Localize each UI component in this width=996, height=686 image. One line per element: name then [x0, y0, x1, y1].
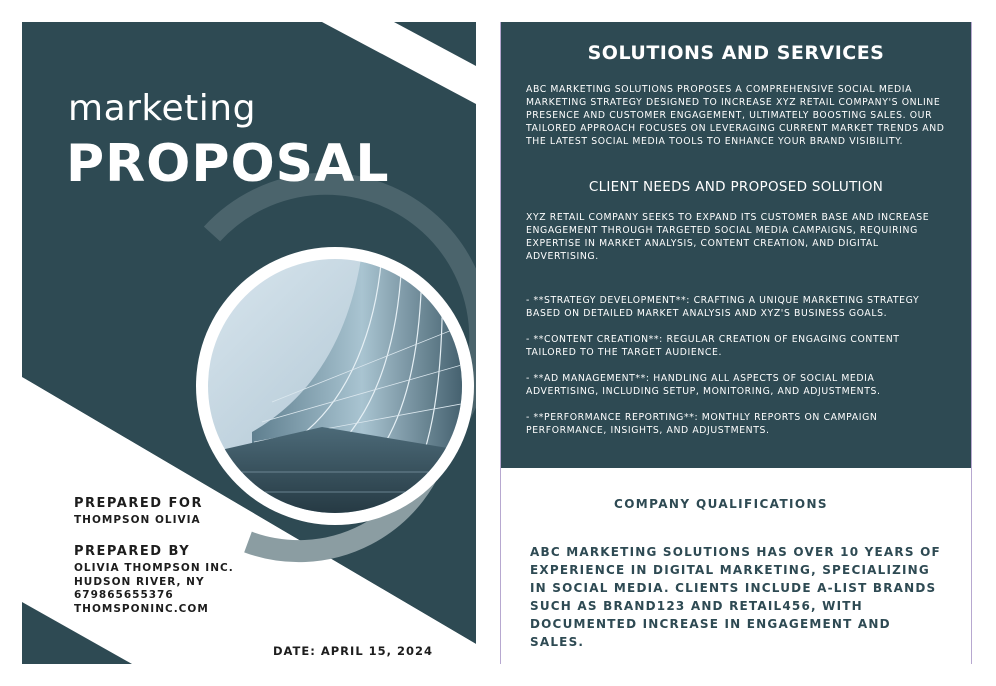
- prepared-by-company: OLIVIA THOMPSON INC.: [74, 562, 234, 574]
- prepared-for-name: THOMPSON OLIVIA: [74, 514, 201, 526]
- services-bullet-list: [526, 294, 946, 450]
- bullet-reporting: - **PERFORMANCE REPORTING**: MONTHLY REPORTS ON CAMPAIGN PERFORMANCE, INSIGHTS, AND ADJUSTMENTS.: [526, 412, 878, 436]
- prepared-for-block: [74, 496, 203, 528]
- services-panel: [501, 22, 971, 468]
- bullet-strategy: - **STRATEGY DEVELOPMENT**: CRAFTING A UNIQUE MARKETING STRATEGY BASED ON DETAILED MARKET ANALYSIS AND XYZ'S BUSINESS GOALS.: [526, 295, 920, 319]
- client-needs-text: XYZ RETAIL COMPANY SEEKS TO EXPAND ITS CUSTOMER BASE AND INCREASE ENGAGEMENT THROUGH TARGETED SOCIAL MEDIA CAMPAIGNS, REQUIRING EXPERTISE IN MARKET ANALYSIS, CONTENT CREATION, AND DIGITAL ADVERTISING.: [526, 212, 930, 262]
- prepared-by-heading: PREPARED BY: [74, 544, 191, 559]
- cover-page: [22, 22, 476, 664]
- prepared-by-website: THOMSPONINC.COM: [74, 602, 209, 615]
- prepared-by-address: HUDSON RIVER, NY: [74, 575, 205, 588]
- services-page: [500, 22, 972, 664]
- cover-title-big: PROPOSAL: [66, 134, 390, 194]
- services-intro: ABC MARKETING SOLUTIONS PROPOSES A COMPREHENSIVE SOCIAL MEDIA MARKETING STRATEGY DESIGNED TO INCREASE XYZ RETAIL COMPANY'S ONLINE PRESENCE AND CUSTOMER ENGAGEMENT, ULTIMATELY BOOSTING SALES. OUR TAILORED APPROACH FOCUSES ON LEVERAGING CURRENT MARKET TRENDS AND THE LATEST SOCIAL MEDIA TOOLS TO ENHANCE YOUR BRAND VISIBILITY.: [526, 84, 945, 147]
- cover-title-small: marketing: [68, 88, 256, 129]
- prepared-by-phone: 679865655376: [74, 589, 174, 601]
- prepared-by-block: [74, 544, 234, 616]
- qualifications-text: ABC MARKETING SOLUTIONS HAS OVER 10 YEARS OF EXPERIENCE IN DIGITAL MARKETING, SPECIALIZING IN SOCIAL MEDIA. CLIENTS INCLUDE A-LIST BRANDS SUCH AS BRAND123 AND RETAIL456, WITH DOCUMENTED INCREASE IN ENGAGEMENT AND SALES.: [530, 545, 941, 649]
- qualifications-title: COMPANY QUALIFICATIONS: [614, 497, 828, 511]
- proposal-date: DATE: APRIL 15, 2024: [273, 644, 434, 658]
- services-title: SOLUTIONS AND SERVICES: [587, 42, 885, 64]
- bullet-content: - **CONTENT CREATION**: REGULAR CREATION OF ENGAGING CONTENT TAILORED TO THE TARGET AUDIENCE.: [526, 334, 900, 358]
- prepared-for-heading: PREPARED FOR: [74, 496, 203, 511]
- client-needs-title: CLIENT NEEDS AND PROPOSED SOLUTION: [588, 179, 884, 195]
- bullet-ads: - **AD MANAGEMENT**: HANDLING ALL ASPECTS OF SOCIAL MEDIA ADVERTISING, INCLUDING SETUP, MONITORING, AND ADJUSTMENTS.: [526, 373, 881, 397]
